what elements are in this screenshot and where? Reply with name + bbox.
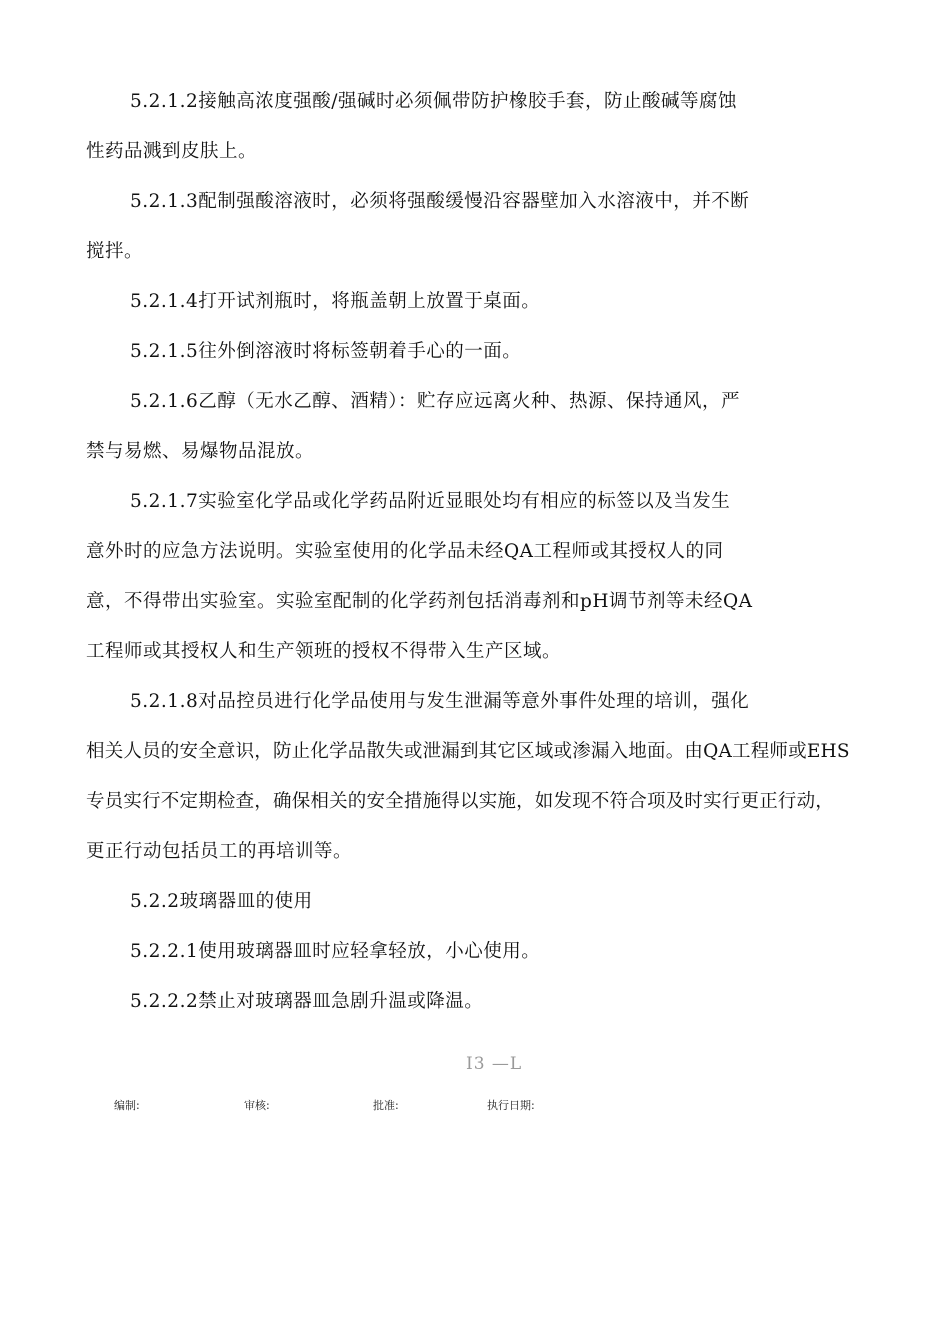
paragraph-5-2-1-4: 5.2.1.4打开试剂瓶时，将瓶盖朝上放置于桌面。 bbox=[130, 291, 541, 312]
paragraph-5-2-1-2-line-2: 性药品溅到皮肤上。 bbox=[86, 141, 258, 162]
section-5-2-2-heading: 5.2.2玻璃器皿的使用 bbox=[130, 891, 313, 912]
paragraph-5-2-1-7-line-2: 意外时的应急方法说明。实验室使用的化学品未经QA工程师或其授权人的同 bbox=[86, 541, 724, 562]
paragraph-5-2-1-8-line-3: 专员实行不定期检查，确保相关的安全措施得以实施，如发现不符合项及时实行更正行动， bbox=[86, 791, 835, 812]
footer-reviewed-by-label: 审核: bbox=[244, 1099, 270, 1112]
footer-compiled-by-label: 编制: bbox=[114, 1099, 140, 1112]
page-number: I3 —L bbox=[466, 1054, 523, 1074]
paragraph-5-2-1-3-line-2: 搅拌。 bbox=[86, 241, 144, 262]
paragraph-5-2-1-7-line-3: 意，不得带出实验室。实验室配制的化学药剂包括消毒剂和pH调节剂等未经QA bbox=[86, 591, 753, 612]
paragraph-5-2-2-1: 5.2.2.1使用玻璃器皿时应轻拿轻放，小心使用。 bbox=[130, 941, 541, 962]
paragraph-5-2-1-2-line-1: 5.2.1.2接触高浓度强酸/强碱时必须佩带防护橡胶手套，防止酸碱等腐蚀 bbox=[130, 91, 737, 112]
paragraph-5-2-1-6-line-2: 禁与易燃、易爆物品混放。 bbox=[86, 441, 315, 462]
paragraph-5-2-1-7-line-1: 5.2.1.7实验室化学品或化学药品附近显眼处均有相应的标签以及当发生 bbox=[130, 491, 731, 512]
paragraph-5-2-1-6-line-1: 5.2.1.6乙醇（无水乙醇、酒精）：贮存应远离火种、热源、保持通风，严 bbox=[130, 391, 740, 412]
paragraph-5-2-1-8-line-2: 相关人员的安全意识，防止化学品散失或泄漏到其它区域或渗漏入地面。由QA工程师或EHS bbox=[86, 741, 850, 762]
footer-approved-by-label: 批准: bbox=[373, 1099, 399, 1112]
paragraph-5-2-1-8-line-1: 5.2.1.8对品控员进行化学品使用与发生泄漏等意外事件处理的培训，强化 bbox=[130, 691, 750, 712]
footer-effective-date-label: 执行日期: bbox=[487, 1099, 535, 1112]
paragraph-5-2-1-8-line-4: 更正行动包括员工的再培训等。 bbox=[86, 841, 353, 862]
paragraph-5-2-1-5: 5.2.1.5往外倒溶液时将标签朝着手心的一面。 bbox=[130, 341, 522, 362]
paragraph-5-2-1-3-line-1: 5.2.1.3配制强酸溶液时，必须将强酸缓慢沿容器壁加入水溶液中，并不断 bbox=[130, 191, 750, 212]
paragraph-5-2-1-7-line-4: 工程师或其授权人和生产领班的授权不得带入生产区域。 bbox=[86, 641, 562, 662]
paragraph-5-2-2-2: 5.2.2.2禁止对玻璃器皿急剧升温或降温。 bbox=[130, 991, 484, 1012]
